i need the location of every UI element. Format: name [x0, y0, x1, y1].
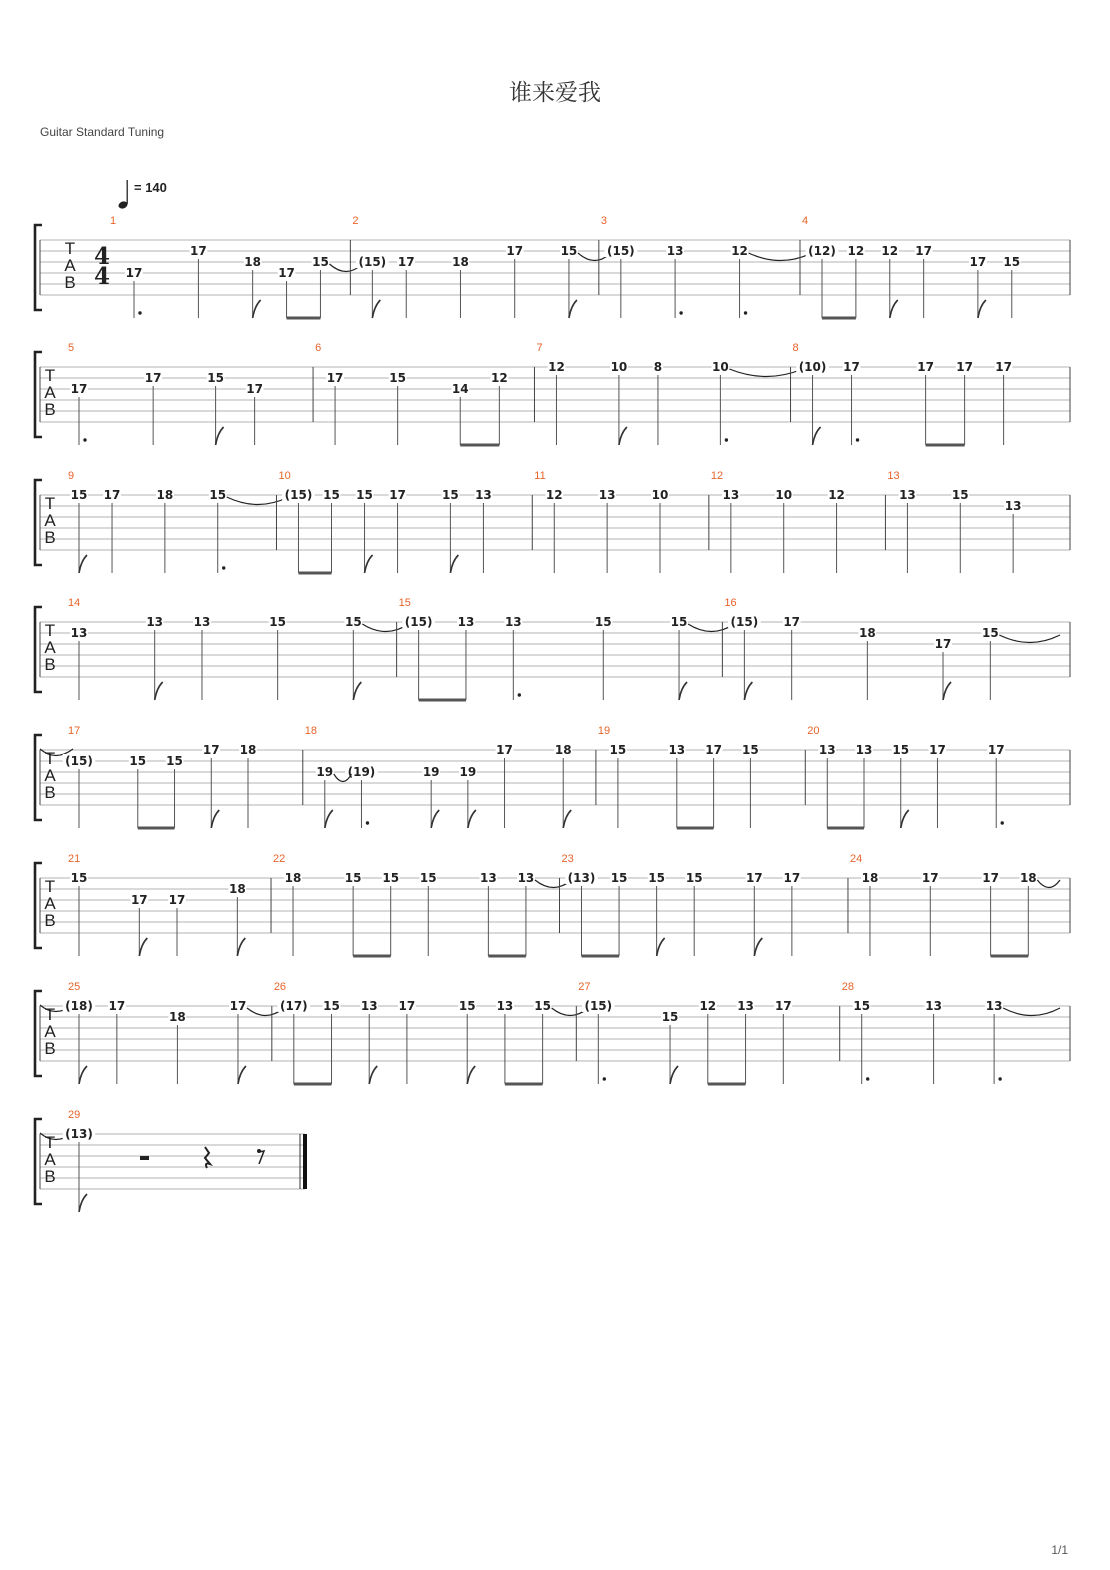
- time-signature-top: 4: [93, 243, 111, 270]
- fret-number: 17: [506, 244, 524, 258]
- fret-number: 15: [70, 488, 88, 502]
- fret-number: 17: [70, 382, 88, 396]
- fret-number: 18: [239, 743, 257, 757]
- fret-number: (18): [65, 999, 93, 1013]
- fret-number: 17: [130, 893, 148, 907]
- eighth-flag: [619, 427, 627, 445]
- fret-number: 15: [458, 999, 476, 1013]
- measure-number: 28: [841, 981, 854, 993]
- tie-arc: [729, 369, 802, 377]
- fret-number: 10: [651, 488, 669, 502]
- measure-number: 18: [304, 725, 318, 737]
- measure-number: 19: [597, 725, 611, 737]
- eighth-flag: [216, 427, 224, 445]
- tab-staff: [0, 720, 1110, 830]
- fret-number: 18: [861, 871, 879, 885]
- tab-staff: [0, 1104, 1110, 1214]
- fret-number: 17: [190, 244, 207, 258]
- tab-clef-letter: A: [44, 511, 56, 530]
- eighth-flag: [657, 938, 665, 956]
- measure-number: 23: [561, 853, 574, 865]
- half-rest-icon: [140, 1156, 149, 1160]
- measure-number: 20: [807, 725, 820, 737]
- eighth-flag: [365, 555, 373, 573]
- system-bracket: [35, 991, 42, 1076]
- measure-number: 29: [68, 1109, 81, 1121]
- measure-number: 11: [534, 470, 546, 482]
- fret-number: 17: [125, 266, 143, 280]
- tab-clef-letter: B: [44, 400, 56, 419]
- fret-number: 15: [129, 754, 147, 768]
- fret-number: 15: [70, 871, 88, 885]
- fret-number: 15: [312, 255, 329, 269]
- fret-number: 15: [269, 615, 286, 629]
- fret-number: (15): [404, 615, 433, 629]
- measure-number: 4: [801, 215, 809, 227]
- fret-number: 17: [496, 743, 513, 757]
- fret-number: 13: [899, 488, 916, 502]
- fret-number: 18: [859, 626, 876, 640]
- eighth-flag: [238, 1066, 246, 1084]
- measure-number: 14: [68, 597, 81, 609]
- measure-number: 1: [110, 215, 117, 227]
- fret-number: 15: [344, 615, 362, 629]
- tab-clef-letter: B: [44, 1039, 56, 1058]
- system-bracket: [35, 735, 42, 820]
- fret-number: 17: [326, 371, 344, 385]
- fret-number: 15: [419, 871, 437, 885]
- fret-number: 13: [517, 871, 535, 885]
- measure-number: 3: [600, 215, 607, 227]
- fret-number: 17: [969, 255, 987, 269]
- eighth-flag: [813, 427, 821, 445]
- tab-clef-letter: T: [44, 877, 56, 896]
- eighth-flag: [468, 810, 476, 828]
- fret-number: 15: [661, 1010, 679, 1024]
- fret-number: (13): [567, 871, 596, 885]
- fret-number: 17: [995, 360, 1012, 374]
- tab-clef-letter: T: [44, 1005, 56, 1024]
- fret-number: 17: [929, 743, 946, 757]
- fret-number: 17: [774, 999, 792, 1013]
- measure-number: 17: [68, 725, 81, 737]
- fret-number: 13: [722, 488, 740, 502]
- rhythm-dot: [83, 438, 86, 441]
- tie-arc: [688, 624, 734, 632]
- rhythm-dot: [222, 566, 225, 569]
- tab-clef-letter: B: [44, 783, 56, 802]
- fret-number: 12: [491, 371, 508, 385]
- fret-number: 17: [168, 893, 186, 907]
- eighth-flag: [79, 1066, 87, 1084]
- eighth-flag: [901, 810, 909, 828]
- tab-staff: [0, 210, 1110, 320]
- eighth-flag: [754, 938, 762, 956]
- system-bracket: [35, 863, 42, 948]
- tab-staff: [0, 976, 1110, 1086]
- tab-staff: [0, 848, 1110, 958]
- eighth-flag: [943, 682, 951, 700]
- fret-number: 17: [917, 360, 934, 374]
- tie-arc: [227, 497, 289, 505]
- fret-number: 15: [207, 371, 224, 385]
- system-bracket: [35, 1119, 42, 1204]
- tempo-value: = 140: [134, 180, 167, 195]
- fret-number: 17: [783, 871, 801, 885]
- system-bracket: [35, 607, 42, 692]
- tab-staff: [0, 337, 1110, 447]
- fret-number: 18: [244, 255, 261, 269]
- fret-number: 15: [560, 244, 578, 258]
- fret-number: 10: [775, 488, 793, 502]
- fret-number: 15: [389, 371, 407, 385]
- rhythm-dot: [138, 311, 141, 314]
- rhythm-dot: [725, 438, 728, 441]
- rhythm-dot: [1001, 821, 1004, 824]
- rhythm-dot: [856, 438, 859, 441]
- fret-number: 13: [1004, 499, 1022, 513]
- measure-number: 2: [352, 215, 359, 227]
- fret-number: 17: [915, 244, 933, 258]
- fret-number: 19: [422, 765, 440, 779]
- system-bracket: [35, 225, 42, 310]
- fret-number: 15: [670, 615, 688, 629]
- page-number: 1/1: [1051, 1543, 1068, 1557]
- fret-number: 15: [442, 488, 459, 502]
- eighth-flag: [139, 938, 147, 956]
- fret-number: 12: [881, 244, 899, 258]
- score-title: 谁来爱我: [509, 80, 601, 106]
- rhythm-dot: [998, 1077, 1001, 1080]
- fret-number: 17: [745, 871, 763, 885]
- rhythm-dot: [603, 1077, 606, 1080]
- fret-number: (17): [279, 999, 308, 1013]
- fret-number: 13: [985, 999, 1003, 1013]
- fret-number: 14: [451, 382, 469, 396]
- fret-number: 15: [382, 871, 400, 885]
- fret-number: 8: [653, 360, 663, 374]
- measure-number: 24: [849, 853, 863, 865]
- tab-clef-letter: B: [64, 273, 76, 292]
- tab-clef-letter: A: [44, 1022, 56, 1041]
- rhythm-dot: [679, 311, 682, 314]
- measure-number: 9: [68, 470, 75, 482]
- fret-number: (15): [358, 255, 387, 269]
- fret-number: (15): [284, 488, 313, 502]
- fret-number: 13: [737, 999, 754, 1013]
- fret-number: 17: [987, 743, 1005, 757]
- fret-number: 13: [666, 244, 684, 258]
- fret-number: 13: [146, 615, 164, 629]
- fret-number: 15: [534, 999, 551, 1013]
- fret-number: 13: [70, 626, 88, 640]
- fret-number: 12: [699, 999, 717, 1013]
- measure-number: 15: [398, 597, 411, 609]
- fret-number: 17: [389, 488, 406, 502]
- fret-number: 17: [397, 255, 415, 269]
- fret-number: 13: [480, 871, 497, 885]
- fret-number: (15): [584, 999, 613, 1013]
- measure-number: 8: [792, 342, 799, 354]
- tab-clef-letter: T: [44, 366, 56, 385]
- rhythm-dot: [744, 311, 747, 314]
- tie-arc: [749, 253, 812, 261]
- tab-clef-letter: A: [44, 638, 56, 657]
- quarter-rest-icon: [205, 1147, 210, 1168]
- fret-number: 13: [360, 999, 378, 1013]
- fret-number: 17: [108, 999, 126, 1013]
- tie-arc: [1003, 1008, 1060, 1016]
- time-signature-bottom: 4: [93, 263, 111, 290]
- tab-clef-letter: A: [64, 256, 76, 275]
- system-bracket: [35, 352, 42, 437]
- tab-clef-letter: T: [44, 1133, 56, 1152]
- fret-number: (19): [347, 765, 376, 779]
- fret-number: (15): [606, 244, 635, 258]
- fret-number: 18: [452, 255, 469, 269]
- measure-number: 27: [578, 981, 591, 993]
- fret-number: 17: [934, 637, 952, 651]
- fret-number: 17: [202, 743, 220, 757]
- eighth-flag: [978, 300, 986, 318]
- tab-clef-letter: B: [44, 1167, 56, 1186]
- fret-number: 13: [598, 488, 616, 502]
- measure-number: 16: [724, 597, 737, 609]
- fret-number: 13: [925, 999, 942, 1013]
- fret-number: 17: [705, 743, 722, 757]
- measure-number: 12: [710, 470, 724, 482]
- fret-number: 15: [609, 743, 627, 757]
- fret-number: 17: [843, 360, 860, 374]
- fret-number: 13: [668, 743, 686, 757]
- tab-clef-letter: B: [44, 655, 56, 674]
- eighth-flag: [237, 938, 245, 956]
- fret-number: 17: [144, 371, 162, 385]
- fret-number: 17: [982, 871, 999, 885]
- tempo-marking: [118, 178, 198, 212]
- fret-number: 15: [344, 871, 362, 885]
- fret-number: 15: [892, 743, 910, 757]
- fret-number: 17: [278, 266, 295, 280]
- fret-number: 13: [496, 999, 514, 1013]
- measure-number: 10: [278, 470, 291, 482]
- eighth-flag: [569, 300, 577, 318]
- tab-clef-letter: T: [44, 494, 56, 513]
- eighth-flag: [467, 1066, 475, 1084]
- fret-number: 17: [956, 360, 973, 374]
- eighth-flag: [563, 810, 571, 828]
- eighth-flag: [450, 555, 458, 573]
- tab-clef-letter: A: [44, 1150, 56, 1169]
- tab-clef-letter: A: [44, 894, 56, 913]
- fret-number: 17: [246, 382, 263, 396]
- fret-number: 13: [457, 615, 475, 629]
- fret-number: 15: [594, 615, 612, 629]
- eighth-flag: [155, 682, 163, 700]
- tie-arc: [999, 635, 1060, 643]
- fret-number: 19: [459, 765, 477, 779]
- fret-number: 15: [209, 488, 227, 502]
- quarter-note-icon: [118, 178, 134, 212]
- rhythm-dot: [518, 693, 521, 696]
- fret-number: 12: [847, 244, 865, 258]
- eighth-flag: [79, 555, 87, 573]
- tab-staff: [0, 592, 1110, 702]
- measure-number: 25: [68, 981, 81, 993]
- fret-number: 15: [685, 871, 703, 885]
- eighth-flag: [431, 810, 439, 828]
- eighth-flag: [744, 682, 752, 700]
- tab-clef-letter: T: [44, 621, 56, 640]
- fret-number: 15: [323, 999, 340, 1013]
- fret-number: 15: [1003, 255, 1021, 269]
- tab-clef-letter: A: [44, 766, 56, 785]
- fret-number: 15: [648, 871, 665, 885]
- fret-number: 15: [166, 754, 183, 768]
- fret-number: 15: [951, 488, 969, 502]
- fret-number: 15: [853, 999, 871, 1013]
- fret-number: 17: [229, 999, 247, 1013]
- tuning-label: Guitar Standard Tuning: [40, 125, 165, 139]
- measure-number: 6: [315, 342, 322, 354]
- fret-number: 15: [356, 488, 373, 502]
- fret-number: (12): [808, 244, 836, 258]
- fret-number: 17: [921, 871, 939, 885]
- tie-arc: [362, 624, 408, 632]
- eighth-flag: [253, 300, 261, 318]
- eighth-flag: [890, 300, 898, 318]
- fret-number: (15): [65, 754, 93, 768]
- fret-number: 18: [1019, 871, 1037, 885]
- measure-number: 13: [887, 470, 900, 482]
- eighth-flag: [369, 1066, 377, 1084]
- fret-number: 17: [398, 999, 416, 1013]
- fret-number: 12: [545, 488, 563, 502]
- fret-number: 18: [156, 488, 174, 502]
- fret-number: 17: [783, 615, 801, 629]
- fret-number: 18: [169, 1010, 186, 1024]
- tab-clef-letter: B: [44, 528, 56, 547]
- tab-clef-letter: A: [44, 383, 56, 402]
- fret-number: 15: [742, 743, 759, 757]
- tab-clef-letter: B: [44, 911, 56, 930]
- eighth-flag: [670, 1066, 678, 1084]
- fret-number: 15: [981, 626, 999, 640]
- eighth-flag: [372, 300, 380, 318]
- tab-staff: [0, 465, 1110, 575]
- fret-number: 17: [103, 488, 121, 502]
- measure-number: 5: [68, 342, 75, 354]
- fret-number: 12: [828, 488, 845, 502]
- fret-number: 13: [855, 743, 873, 757]
- fret-number: 13: [193, 615, 211, 629]
- fret-number: 13: [475, 488, 492, 502]
- fret-number: 12: [731, 244, 748, 258]
- rhythm-dot: [366, 821, 369, 824]
- fret-number: 10: [712, 360, 729, 374]
- fret-number: (10): [798, 360, 827, 374]
- rhythm-dot: [866, 1077, 869, 1080]
- fret-number: 18: [228, 882, 246, 896]
- fret-number: 18: [284, 871, 302, 885]
- tab-clef-letter: T: [64, 239, 76, 258]
- measure-number: 7: [536, 342, 543, 354]
- fret-number: 10: [610, 360, 628, 374]
- fret-number: 19: [316, 765, 334, 779]
- fret-number: 15: [323, 488, 340, 502]
- measure-number: 26: [273, 981, 287, 993]
- eighth-flag: [353, 682, 361, 700]
- fret-number: 13: [504, 615, 522, 629]
- measure-number: 21: [68, 853, 81, 865]
- fret-number: 18: [554, 743, 572, 757]
- fret-number: 12: [548, 360, 565, 374]
- fret-number: (15): [730, 615, 759, 629]
- fret-number: 13: [818, 743, 836, 757]
- fret-number: (13): [65, 1127, 93, 1141]
- eighth-flag: [211, 810, 219, 828]
- eighth-flag: [325, 810, 333, 828]
- system-bracket: [35, 480, 42, 565]
- tie-arc: [1037, 880, 1060, 888]
- eighth-flag: [79, 1194, 87, 1212]
- fret-number: 15: [610, 871, 628, 885]
- measure-number: 22: [273, 853, 286, 865]
- tab-clef-letter: T: [44, 749, 56, 768]
- eighth-flag: [679, 682, 687, 700]
